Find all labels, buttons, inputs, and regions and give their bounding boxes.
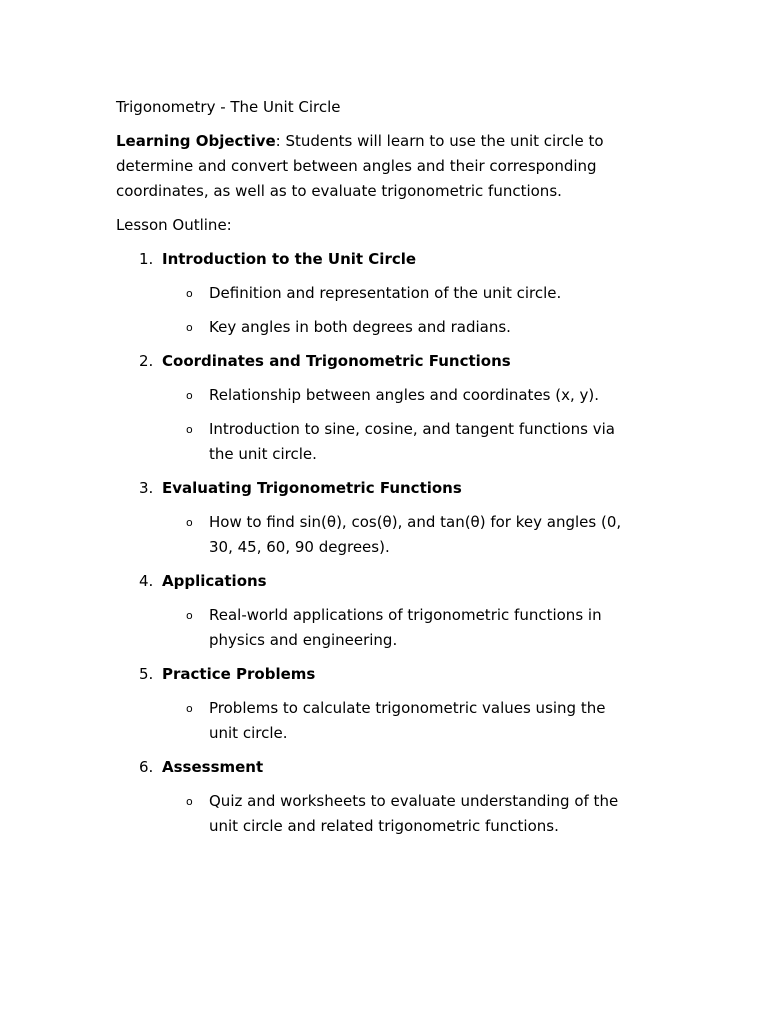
subitem-text: Relationship between angles and coordinates (x, y). [209,386,600,404]
hollow-bullet-icon: o [186,795,193,808]
hollow-bullet-icon: o [186,287,193,300]
section-number: 5. [139,665,154,683]
section-heading [116,662,648,687]
section-title: Coordinates and Trigonometric Functions [162,352,511,370]
section-heading [116,569,648,594]
outline-section [116,755,648,839]
section-items [116,510,648,560]
hollow-bullet-icon: o [186,321,193,334]
subitem-text: Key angles in both degrees and radians. [209,318,511,336]
section-number: 3. [139,479,154,497]
section-title: Applications [162,572,267,590]
section-heading [116,349,648,374]
section-items [116,696,648,746]
document-title: Trigonometry - The Unit Circle [116,98,341,116]
section-number: 4. [139,572,154,590]
section-items [116,789,648,839]
hollow-bullet-icon: o [186,389,193,402]
hollow-bullet-icon: o [186,702,193,715]
outline-section [116,569,648,653]
lesson-outline-list [116,247,648,839]
learning-objective [116,129,636,204]
outline-subitem [116,696,648,746]
section-title: Evaluating Trigonometric Functions [162,479,462,497]
objective-label: Learning Objective [116,132,276,150]
section-heading [116,755,648,780]
subitem-text: Definition and representation of the unit circle. [209,284,562,302]
outline-subitem [116,510,648,560]
outline-section [116,349,648,467]
outline-subitem [116,417,648,467]
subitem-text: Real-world applications of trigonometric functions in physics and engineering. [209,606,602,649]
outline-subitem [116,603,648,653]
hollow-bullet-icon: o [186,516,193,529]
outline-section [116,247,648,340]
subitem-text: How to find sin(θ), cos(θ), and tan(θ) for key angles (0, 30, 45, 60, 90 degrees). [209,513,622,556]
section-heading [116,476,648,501]
outline-subitem [116,789,648,839]
subitem-text: Problems to calculate trigonometric values using the unit circle. [209,699,606,742]
outline-section [116,662,648,746]
outline-subitem [116,315,648,340]
section-number: 6. [139,758,154,776]
subitem-text: Quiz and worksheets to evaluate understanding of the unit circle and related trigonometric functions. [209,792,619,835]
section-items [116,281,648,340]
section-number: 1. [139,250,154,268]
section-number: 2. [139,352,154,370]
section-title: Introduction to the Unit Circle [162,250,417,268]
subitem-text: Introduction to sine, cosine, and tangent functions via the unit circle. [209,420,615,463]
section-items [116,383,648,467]
outline-subitem [116,383,648,408]
section-heading [116,247,648,272]
lesson-outline-label: Lesson Outline: [116,216,232,234]
outline-section [116,476,648,560]
hollow-bullet-icon: o [186,609,193,622]
objective-text: : Students will learn to use the unit circle to determine and convert between angles and their corresponding coordinates, as well as to evaluate trigonometric functions. [116,132,604,200]
outline-subitem [116,281,648,306]
hollow-bullet-icon: o [186,423,193,436]
section-title: Assessment [162,758,264,776]
section-title: Practice Problems [162,665,316,683]
section-items [116,603,648,653]
